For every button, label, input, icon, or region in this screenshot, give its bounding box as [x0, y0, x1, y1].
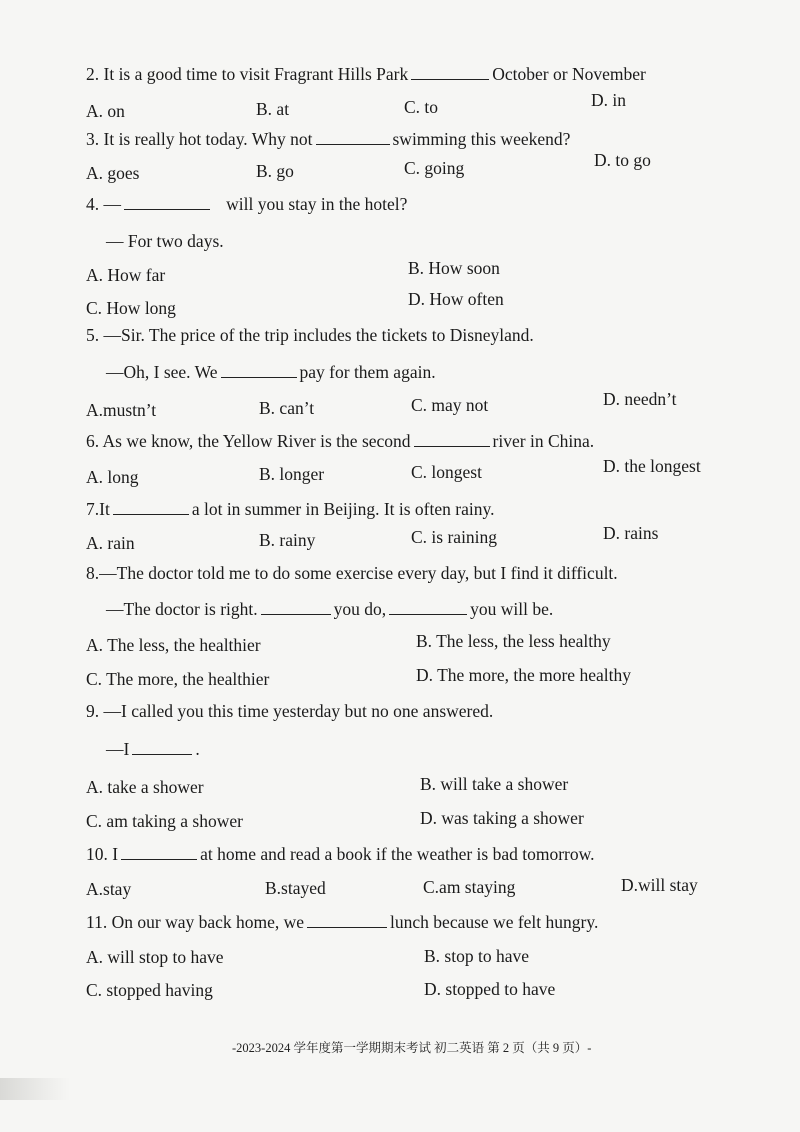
question-text: .: [195, 739, 200, 759]
option-b: B.stayed: [265, 878, 326, 898]
option-a: A.mustn’t: [86, 400, 157, 420]
question-6-stem: [86, 430, 594, 452]
question-text: pay for them again.: [299, 362, 436, 382]
option-d: D. needn’t: [603, 389, 677, 409]
question-text: —Oh, I see. We: [106, 362, 218, 382]
question-2-stem: [86, 63, 646, 85]
option-c: C. to: [404, 97, 439, 117]
option-b: B. rainy: [259, 530, 316, 550]
option-b: B. can’t: [259, 398, 315, 418]
answer-blank: [132, 738, 192, 755]
option-c: C. stopped having: [86, 980, 213, 1000]
option-a: A. take a shower: [86, 777, 204, 797]
question-9-stem: [106, 738, 200, 760]
option-c: C. is raining: [411, 527, 498, 547]
question-9-line1: 9. —I called you this time yesterday but no one answered.: [86, 701, 494, 721]
reply-line: — For two days.: [106, 231, 224, 251]
option-c: C. may not: [411, 395, 489, 415]
question-text: a lot in summer in Beijing. It is often rainy.: [191, 499, 495, 519]
question-text: lunch because we felt hungry.: [390, 912, 599, 932]
option-a: A. goes: [86, 163, 140, 183]
question-text: 3. It is really hot today. Why not: [86, 129, 313, 149]
option-d: D. in: [591, 90, 626, 110]
option-b: B. The less, the less healthy: [416, 631, 611, 651]
option-b: B. will take a shower: [420, 774, 569, 794]
question-8-line1: 8.—The doctor told me to do some exercise every day, but I find it difficult.: [86, 563, 618, 583]
answer-blank: [261, 598, 331, 615]
question-5-line1: 5. —Sir. The price of the trip includes the tickets to Disneyland.: [86, 325, 534, 345]
option-b: B. stop to have: [424, 946, 529, 966]
question-7-stem: [86, 498, 494, 520]
option-d: D. How often: [408, 289, 504, 309]
option-d: D. The more, the more healthy: [416, 665, 631, 685]
question-5-stem: [106, 361, 436, 383]
option-d: D. the longest: [603, 456, 701, 476]
question-text: —I: [106, 739, 130, 759]
option-d: D. was taking a shower: [420, 808, 584, 828]
option-d: D. stopped to have: [424, 979, 556, 999]
question-text: you will be.: [470, 599, 554, 619]
option-d: D. to go: [594, 150, 651, 170]
question-text: at home and read a book if the weather is bad tomorrow.: [200, 844, 595, 864]
question-text: October or November: [492, 64, 646, 84]
option-a: A. rain: [86, 533, 135, 553]
option-c: C. longest: [411, 462, 482, 482]
question-text: you do,: [333, 599, 387, 619]
answer-blank: [414, 430, 490, 447]
question-3-stem: [86, 128, 570, 150]
option-a: A. long: [86, 467, 139, 487]
answer-blank: [221, 361, 297, 378]
option-d: D.will stay: [621, 875, 698, 895]
option-b: B. How soon: [408, 258, 500, 278]
option-d: D. rains: [603, 523, 659, 543]
option-b: B. longer: [259, 464, 325, 484]
question-text: 7.It: [86, 499, 110, 519]
question-text: will you stay in the hotel?: [226, 194, 408, 214]
answer-blank: [411, 63, 489, 80]
page-footer: -2023-2024 学年度第一学期期末考试 初二英语 第 2 页（共 9 页）-: [232, 1041, 592, 1055]
scan-smudge: [0, 1078, 70, 1100]
option-a: A. on: [86, 101, 125, 121]
option-a: A. How far: [86, 265, 166, 285]
answer-blank: [316, 128, 390, 145]
question-text: 2. It is a good time to visit Fragrant Hills Park: [86, 64, 409, 84]
question-text: 11. On our way back home, we: [86, 912, 305, 932]
answer-blank: [389, 598, 467, 615]
question-text: —The doctor is right.: [106, 599, 258, 619]
option-c: C. How long: [86, 298, 176, 318]
question-10-stem: [86, 843, 595, 865]
option-c: C. am taking a shower: [86, 811, 243, 831]
option-a: A. will stop to have: [86, 947, 224, 967]
answer-blank: [121, 843, 197, 860]
question-text: 4. —: [86, 194, 121, 214]
answer-blank: [124, 193, 210, 210]
option-c: C. going: [404, 158, 465, 178]
question-text: 10. I: [86, 844, 119, 864]
option-b: B. at: [256, 99, 290, 119]
question-8-stem: [106, 598, 553, 620]
question-11-stem: [86, 911, 598, 933]
option-c: C. The more, the healthier: [86, 669, 270, 689]
question-4-stem: [86, 193, 407, 215]
option-c: C.am staying: [423, 877, 516, 897]
option-a: A. The less, the healthier: [86, 635, 261, 655]
question-text: 6. As we know, the Yellow River is the second: [86, 431, 411, 451]
question-text: river in China.: [492, 431, 595, 451]
answer-blank: [307, 911, 387, 928]
option-b: B. go: [256, 161, 294, 181]
question-text: swimming this weekend?: [392, 129, 571, 149]
answer-blank: [113, 498, 189, 515]
option-a: A.stay: [86, 879, 132, 899]
